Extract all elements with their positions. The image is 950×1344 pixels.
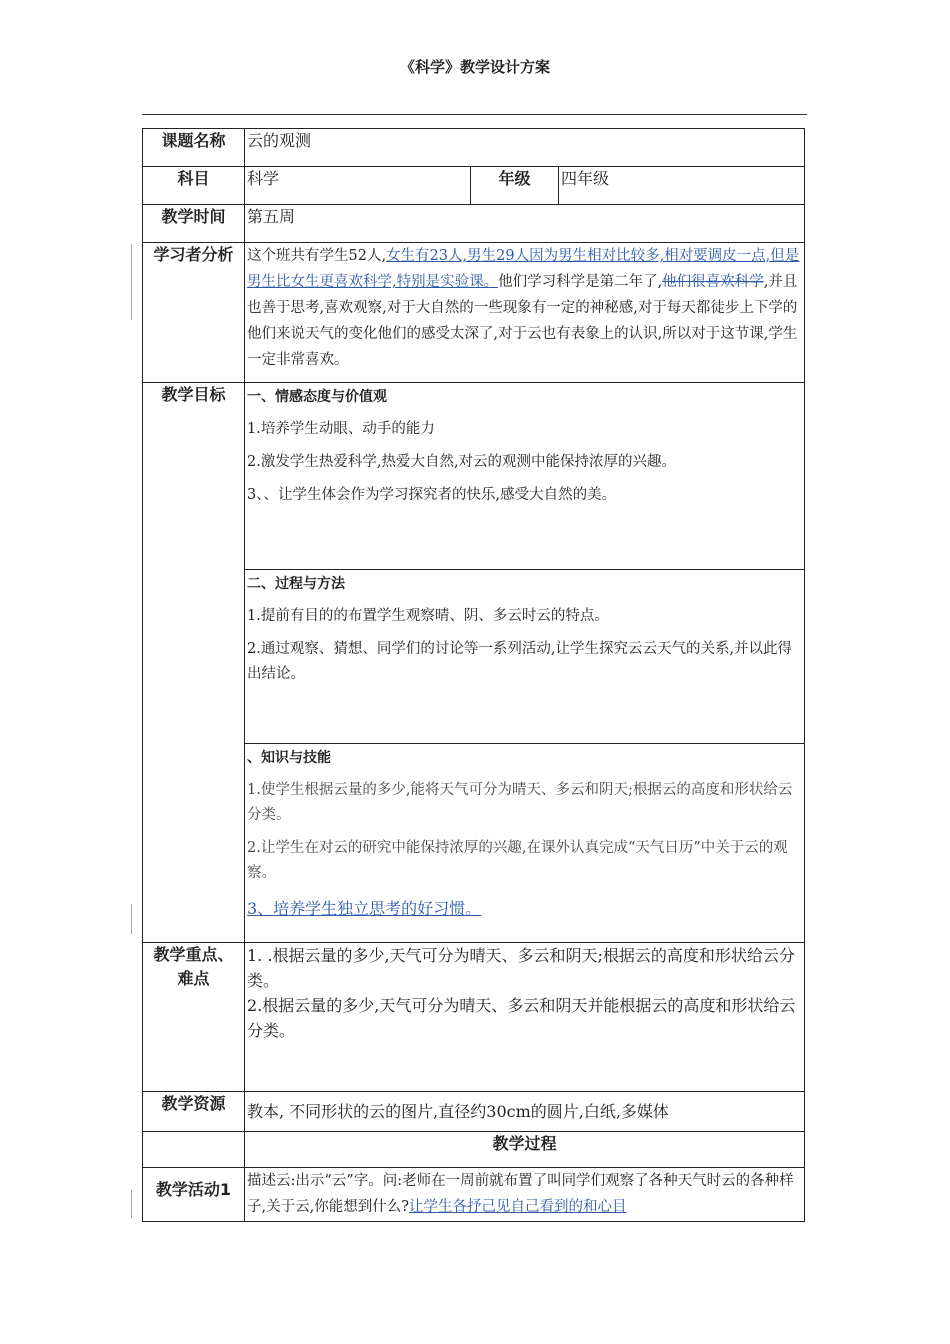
learner-text: ,并且也善于思考,喜欢观察,对于大自然的一些现象有一定的神秘感,对于每天都徒步上下学的他们来说天气的变化他们的感受太深了,对于云也有表象上的认识,所以对于这节课,学生一定非常喜欢。: [247, 274, 798, 368]
table-row: [143, 1132, 805, 1168]
list-item: 1.提前有目的的布置学生观察晴、阴、多云时云的特点。: [247, 608, 609, 624]
header-rule: [142, 114, 807, 115]
learner-struck-text: 他们很喜欢科学: [662, 274, 764, 290]
table-row: [143, 167, 805, 205]
topic-label: 课题名称: [143, 129, 245, 167]
subject-label: 科目: [143, 167, 245, 205]
learner-text: 这个班共有学生52人,: [247, 248, 387, 264]
activity1-link[interactable]: 让学生各抒己见自己看到的和心目: [409, 1199, 627, 1215]
learner-label: 学习者分析: [143, 243, 245, 383]
margin-mark: [131, 904, 132, 934]
section-heading: 、知识与技能: [247, 750, 331, 766]
grade-value: 四年级: [559, 167, 805, 205]
list-item: 2.根据云量的多少,天气可分为晴天、多云和阴天并能根据云的高度和形状给云分类。: [247, 996, 796, 1040]
goals-section-2: [245, 570, 805, 744]
key-points-label-line: 难点: [177, 969, 210, 988]
list-item: 1.培养学生动眼、动手的能力: [247, 421, 435, 437]
empty-cell: [143, 1132, 245, 1168]
grade-label: 年级: [471, 167, 559, 205]
section-heading: 一、情感态度与价值观: [247, 389, 387, 405]
learner-text: 他们学习科学是第二年了,: [498, 274, 663, 290]
table-row: [143, 1168, 805, 1222]
list-item: 1. .根据云量的多少,天气可分为晴天、多云和阴天;根据云的高度和形状给云分类。: [247, 946, 795, 990]
topic-value: 云的观测: [245, 129, 805, 167]
subject-value: 科学: [245, 167, 471, 205]
table-row: [143, 243, 805, 383]
learner-link[interactable]: 女生有23人,男生29人因为男生相对比较多,相对要调皮一点,但是男生比女生更喜欢科学,特别是实验课。: [247, 248, 800, 290]
list-item: 1.使学生根据云量的多少,能将天气可分为晴天、多云和阴天;根据云的高度和形状给云分类。: [247, 782, 793, 823]
list-item: 2.激发学生热爱科学,热爱大自然,对云的观测中能保持浓厚的兴趣。: [247, 454, 677, 470]
lesson-plan-table: [142, 128, 805, 1222]
learner-analysis: [245, 243, 805, 383]
table-row: [143, 205, 805, 243]
resources-label: 教学资源: [143, 1092, 245, 1132]
resources-value: 教本, 不同形状的云的图片,直径约30cm的圆片,白纸,多媒体: [245, 1092, 805, 1132]
table-row: [143, 383, 805, 570]
section-heading: 二、过程与方法: [247, 576, 345, 592]
activity1-content: [245, 1168, 805, 1222]
time-value: 第五周: [245, 205, 805, 243]
activity1-label: 教学活动1: [143, 1168, 245, 1222]
table-row: [143, 943, 805, 1092]
goals-section-1: [245, 383, 805, 570]
table-row: [143, 1092, 805, 1132]
process-heading: 教学过程: [245, 1132, 805, 1168]
list-item: 2.让学生在对云的研究中能保持浓厚的兴趣,在课外认真完成“天气日历”中关于云的观察。: [247, 840, 788, 881]
key-points-label-line: 教学重点、: [153, 945, 234, 964]
margin-mark: [131, 244, 132, 320]
list-item: 2.通过观察、猜想、同学们的讨论等一系列活动,让学生探究云云天气的关系,并以此得出结论。: [247, 641, 793, 682]
time-label: 教学时间: [143, 205, 245, 243]
key-points-content: [245, 943, 805, 1092]
activity1-text: 描述云:出示“云”字。问:老师在一周前就布置了叫同学们观察了各种天气时云的各种样子,关于云,你能想到什么?: [247, 1173, 794, 1215]
goals-label: 教学目标: [143, 383, 245, 943]
document-title: 《科学》教学设计方案: [399, 58, 550, 76]
goals-section-3: [245, 744, 805, 943]
goal-link-item[interactable]: 3、培养学生独立思考的好习惯。: [247, 899, 482, 918]
table-row: [143, 129, 805, 167]
margin-mark: [131, 1190, 132, 1218]
key-points-label: [143, 943, 245, 1092]
list-item: 3、、让学生体会作为学习探究者的快乐,感受大自然的美。: [247, 487, 617, 503]
